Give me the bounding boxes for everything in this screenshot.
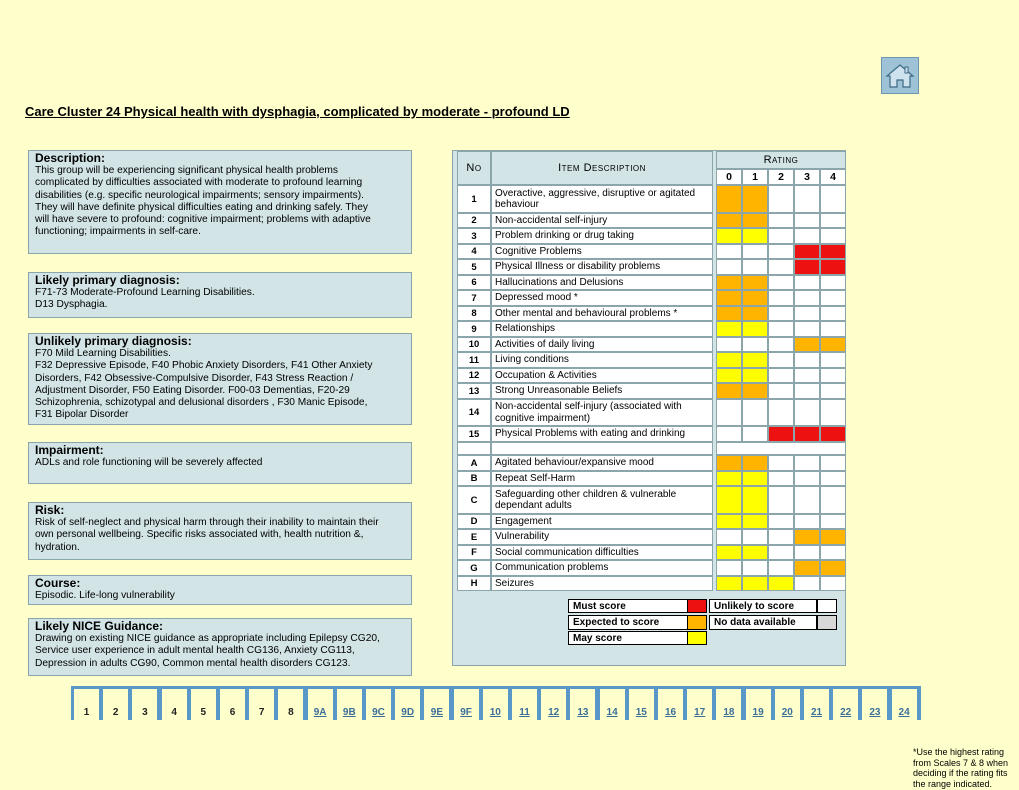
likely-nice-guidance-line: Service user experience in adult mental health CG136, Anxiety CG113, <box>35 645 355 657</box>
row-number: F <box>457 545 491 560</box>
rating-cell-unlikely <box>820 471 846 486</box>
rating-cell-unlikely <box>794 352 820 368</box>
rating-cell-unlikely <box>768 352 794 368</box>
rating-cell-unlikely <box>820 228 846 244</box>
rating-cell-expected <box>716 290 742 306</box>
rating-cell-unlikely <box>768 529 794 545</box>
rating-cell-unlikely <box>820 185 846 213</box>
rating-level-4: 4 <box>820 169 846 185</box>
row-item-description: Vulnerability <box>491 529 713 545</box>
rating-cell-unlikely <box>742 259 768 275</box>
rating-cell-unlikely <box>716 560 742 576</box>
description-line: will have severe to profound: cognitive impairment; problems with adaptive <box>35 214 371 226</box>
unlikely-primary-diagnosis-line: F70 Mild Learning Disabilities. <box>35 348 171 359</box>
rating-cell-may <box>742 228 768 244</box>
rating-cell-unlikely <box>768 306 794 321</box>
rating-cell-may <box>716 514 742 529</box>
nav-link-1[interactable]: 1 <box>74 689 99 720</box>
description-line: functioning; impairments in self-care. <box>35 226 201 238</box>
rating-cell-expected <box>742 275 768 290</box>
rating-cell-may <box>716 228 742 244</box>
nav-link-13[interactable]: 13 <box>570 689 595 720</box>
row-number: A <box>457 455 491 471</box>
rating-cell-unlikely <box>820 321 846 337</box>
rating-cell-unlikely <box>768 244 794 259</box>
nav-link-7[interactable]: 7 <box>249 689 274 720</box>
row-number: 6 <box>457 275 491 290</box>
row-item-description: Engagement <box>491 514 713 529</box>
rating-cell-unlikely <box>768 486 794 514</box>
rating-cell-unlikely <box>768 545 794 560</box>
rating-cell-may <box>742 514 768 529</box>
rating-cell-must <box>820 259 846 275</box>
nav-link-9a[interactable]: 9A <box>308 689 333 720</box>
rating-cell-unlikely <box>794 383 820 399</box>
rating-cell-expected <box>742 213 768 228</box>
nav-link-23[interactable]: 23 <box>862 689 887 720</box>
rating-cell-must <box>794 426 820 442</box>
row-number: 4 <box>457 244 491 259</box>
risk-box <box>28 502 412 560</box>
row-number: 13 <box>457 383 491 399</box>
rating-cell-unlikely <box>768 383 794 399</box>
rating-cell-unlikely <box>716 244 742 259</box>
rating-cell-unlikely <box>716 426 742 442</box>
row-item-description: Hallucinations and Delusions <box>491 275 713 290</box>
description-line: This group will be experiencing significant physical health problems <box>35 165 338 176</box>
rating-cell-may <box>742 368 768 383</box>
course-line: Episodic. Life-long vulnerability <box>35 590 175 601</box>
rating-cell-unlikely <box>768 275 794 290</box>
rating-cell-unlikely <box>794 576 820 591</box>
nav-link-11[interactable]: 11 <box>512 689 537 720</box>
rating-cell-must <box>768 426 794 442</box>
legend-swatch-expected <box>687 615 707 630</box>
rating-cell-unlikely <box>820 368 846 383</box>
legend-may: May score <box>568 631 688 645</box>
rating-cell-unlikely <box>794 471 820 486</box>
rating-cell-unlikely <box>820 545 846 560</box>
description-line: disabilities (e.g. specific neurological impairments; sensory impairments). <box>35 189 364 201</box>
unlikely-primary-diagnosis-line: F32 Depressive Episode, F40 Phobic Anxiety Disorders, F41 Other Anxiety <box>35 360 373 372</box>
rating-level-2: 2 <box>768 169 794 185</box>
row-item-description: Occupation & Activities <box>491 368 713 383</box>
rating-cell-unlikely <box>768 185 794 213</box>
row-item-description: Agitated behaviour/expansive mood <box>491 455 713 471</box>
home-icon <box>886 63 914 89</box>
rating-cell-may <box>716 576 742 591</box>
rating-cell-unlikely <box>716 529 742 545</box>
rating-cell-unlikely <box>794 275 820 290</box>
rating-cell-unlikely <box>768 259 794 275</box>
row-number: 3 <box>457 228 491 244</box>
rating-cell-expected <box>794 337 820 352</box>
row-number: 2 <box>457 213 491 228</box>
rating-level-3: 3 <box>794 169 820 185</box>
nav-link-3[interactable]: 3 <box>132 689 157 720</box>
row-item-description: Cognitive Problems <box>491 244 713 259</box>
row-item-description: Non-accidental self-injury (associated with cognitive impairment) <box>491 399 713 426</box>
row-number: 9 <box>457 321 491 337</box>
description-heading: Description: <box>35 151 106 165</box>
row-item-description: Physical Problems with eating and drinking <box>491 426 713 442</box>
likely-nice-guidance-heading: Likely NICE Guidance: <box>35 619 164 633</box>
rating-cell-expected <box>716 455 742 471</box>
nav-link-9f[interactable]: 9F <box>454 689 479 720</box>
rating-cell-unlikely <box>742 560 768 576</box>
nav-link-24[interactable]: 24 <box>892 689 917 720</box>
rating-cell-unlikely <box>820 352 846 368</box>
nav-link-21[interactable]: 21 <box>804 689 829 720</box>
row-number: E <box>457 529 491 545</box>
rating-cell-unlikely <box>742 399 768 426</box>
likely-primary-diagnosis-box <box>28 272 412 318</box>
rating-cell-expected <box>716 275 742 290</box>
nav-link-4[interactable]: 4 <box>162 689 187 720</box>
rating-cell-may <box>742 576 768 591</box>
nav-link-6[interactable]: 6 <box>220 689 245 720</box>
unlikely-primary-diagnosis-line: F31 Bipolar Disorder <box>35 409 129 421</box>
rating-cell-expected <box>794 529 820 545</box>
rating-cell-unlikely <box>768 213 794 228</box>
legend-swatch-may <box>687 631 707 645</box>
rating-cell-unlikely <box>794 514 820 529</box>
nav-link-16[interactable]: 16 <box>658 689 683 720</box>
rating-cell-unlikely <box>794 228 820 244</box>
rating-cell-may <box>768 576 794 591</box>
description-line: They will have definite physical difficulties eating and drinking safely. They <box>35 201 368 213</box>
row-item-description: Relationships <box>491 321 713 337</box>
row-number: 14 <box>457 399 491 426</box>
legend-unlikely: Unlikely to score <box>709 599 817 613</box>
nav-link-18[interactable]: 18 <box>716 689 741 720</box>
row-number: 10 <box>457 337 491 352</box>
nav-link-8[interactable]: 8 <box>278 689 303 720</box>
rating-cell-expected <box>716 185 742 213</box>
rating-cell-may <box>716 471 742 486</box>
rating-cell-unlikely <box>794 185 820 213</box>
rating-cell-expected <box>716 383 742 399</box>
nav-link-2[interactable]: 2 <box>103 689 128 720</box>
rating-cell-unlikely <box>794 545 820 560</box>
rating-cell-unlikely <box>820 306 846 321</box>
rating-cell-may <box>742 486 768 514</box>
nav-link-14[interactable]: 14 <box>600 689 625 720</box>
rating-cell-unlikely <box>820 290 846 306</box>
rating-cell-may <box>716 545 742 560</box>
footnote: *Use the highest rating from Scales 7 & 8 when deciding if the rating fits the range indicated. <box>913 747 1009 790</box>
row-number: H <box>457 576 491 591</box>
row-number: 15 <box>457 426 491 442</box>
legend-swatch-unlikely <box>817 599 837 613</box>
unlikely-primary-diagnosis-line: Adjustment Disorder, F50 Eating Disorder. F00-03 Dementias, F20-29 <box>35 384 350 396</box>
rating-cell-unlikely <box>794 306 820 321</box>
legend-nodata: No data available <box>709 615 817 630</box>
row-number: 7 <box>457 290 491 306</box>
rating-cell-expected <box>820 529 846 545</box>
col-header-no: No <box>457 151 491 185</box>
nav-link-9e[interactable]: 9E <box>424 689 449 720</box>
unlikely-primary-diagnosis-line: Disorders, F42 Obsessive-Compulsive Disorder, F43 Stress Reaction / <box>35 372 354 384</box>
rating-cell-may <box>716 321 742 337</box>
row-item-description: Depressed mood * <box>491 290 713 306</box>
row-number: 5 <box>457 259 491 275</box>
row-item-description: Communication problems <box>491 560 713 576</box>
likely-primary-diagnosis-line: F71-73 Moderate-Profound Learning Disabilities. <box>35 287 255 298</box>
rating-cell-expected <box>742 383 768 399</box>
risk-line: Risk of self-neglect and physical harm through their inability to maintain their <box>35 517 379 528</box>
rating-cell-unlikely <box>768 290 794 306</box>
description-box <box>28 150 412 254</box>
rating-cell-may <box>742 321 768 337</box>
risk-line: own personal wellbeing. Specific risks associated with, health nutrition &, <box>35 529 364 541</box>
row-item-description: Non-accidental self-injury <box>491 213 713 228</box>
nav-link-22[interactable]: 22 <box>833 689 858 720</box>
nav-link-12[interactable]: 12 <box>541 689 566 720</box>
separator-row <box>716 442 846 455</box>
row-number: C <box>457 486 491 514</box>
description-line: complicated by difficulties associated with moderate to profound learning <box>35 177 363 189</box>
rating-cell-expected <box>742 455 768 471</box>
nav-link-20[interactable]: 20 <box>775 689 800 720</box>
nav-link-15[interactable]: 15 <box>629 689 654 720</box>
row-number: 11 <box>457 352 491 368</box>
impairment-line: ADLs and role functioning will be severely affected <box>35 457 263 468</box>
course-heading: Course: <box>35 576 81 590</box>
row-item-description: Physical Illness or disability problems <box>491 259 713 275</box>
row-number: B <box>457 471 491 486</box>
rating-cell-unlikely <box>768 399 794 426</box>
row-item-description: Overactive, aggressive, disruptive or agitated behaviour <box>491 185 713 213</box>
rating-cell-expected <box>716 306 742 321</box>
rating-cell-unlikely <box>768 337 794 352</box>
rating-cell-unlikely <box>820 275 846 290</box>
impairment-heading: Impairment: <box>35 443 104 457</box>
row-number: 12 <box>457 368 491 383</box>
page-title: Care Cluster 24 Physical health with dysphagia, complicated by moderate - profound LD <box>25 104 570 119</box>
rating-cell-unlikely <box>820 576 846 591</box>
rating-cell-unlikely <box>820 514 846 529</box>
nav-link-9d[interactable]: 9D <box>395 689 420 720</box>
nav-link-5[interactable]: 5 <box>191 689 216 720</box>
nav-link-10[interactable]: 10 <box>483 689 508 720</box>
legend-swatch-nodata <box>817 615 837 630</box>
rating-cell-may <box>742 471 768 486</box>
rating-cell-expected <box>716 213 742 228</box>
unlikely-primary-diagnosis-line: Schizophrenia, schizotypal and delusional disorders , F30 Manic Episode, <box>35 397 368 409</box>
rating-cell-must <box>820 244 846 259</box>
rating-cell-unlikely <box>820 213 846 228</box>
rating-cell-unlikely <box>794 455 820 471</box>
rating-cell-unlikely <box>742 337 768 352</box>
rating-cell-unlikely <box>768 471 794 486</box>
rating-cell-unlikely <box>768 455 794 471</box>
course-box <box>28 575 412 605</box>
risk-line: hydration. <box>35 541 80 553</box>
nav-link-9c[interactable]: 9C <box>366 689 391 720</box>
rating-level-0: 0 <box>716 169 742 185</box>
rating-cell-unlikely <box>794 290 820 306</box>
row-item-description: Other mental and behavioural problems * <box>491 306 713 321</box>
rating-cell-unlikely <box>794 321 820 337</box>
rating-cell-unlikely <box>716 399 742 426</box>
row-item-description: Activities of daily living <box>491 337 713 352</box>
rating-level-1: 1 <box>742 169 768 185</box>
row-number: 8 <box>457 306 491 321</box>
likely-primary-diagnosis-heading: Likely primary diagnosis: <box>35 273 180 287</box>
rating-cell-unlikely <box>820 455 846 471</box>
likely-nice-guidance-line: Depression in adults CG90, Common mental health disorders CG123. <box>35 657 351 669</box>
row-item-description: Problem drinking or drug taking <box>491 228 713 244</box>
row-item-description: Safeguarding other children & vulnerable dependant adults <box>491 486 713 514</box>
risk-heading: Risk: <box>35 503 65 517</box>
rating-cell-must <box>794 244 820 259</box>
rating-cell-expected <box>742 185 768 213</box>
rating-cell-expected <box>742 306 768 321</box>
unlikely-primary-diagnosis-heading: Unlikely primary diagnosis: <box>35 334 192 348</box>
rating-cell-unlikely <box>794 213 820 228</box>
rating-cell-expected <box>794 560 820 576</box>
rating-cell-unlikely <box>768 514 794 529</box>
rating-cell-unlikely <box>768 228 794 244</box>
row-item-description: Repeat Self-Harm <box>491 471 713 486</box>
unlikely-primary-diagnosis-box <box>28 333 412 425</box>
rating-cell-may <box>716 368 742 383</box>
rating-cell-may <box>716 486 742 514</box>
legend-must: Must score <box>568 599 688 613</box>
rating-cell-may <box>742 545 768 560</box>
rating-cell-unlikely <box>794 486 820 514</box>
cluster-navigation <box>71 686 921 720</box>
rating-cell-unlikely <box>820 399 846 426</box>
row-item-description: Living conditions <box>491 352 713 368</box>
rating-cell-unlikely <box>820 486 846 514</box>
rating-cell-unlikely <box>768 321 794 337</box>
rating-cell-must <box>794 259 820 275</box>
likely-nice-guidance-line: Drawing on existing NICE guidance as appropriate including Epilepsy CG20, <box>35 633 380 644</box>
rating-cell-expected <box>820 560 846 576</box>
rating-cell-unlikely <box>716 337 742 352</box>
separator-row <box>457 442 491 455</box>
rating-cell-unlikely <box>794 399 820 426</box>
row-number: G <box>457 560 491 576</box>
row-item-description: Seizures <box>491 576 713 591</box>
rating-cell-must <box>820 426 846 442</box>
rating-cell-unlikely <box>794 368 820 383</box>
rating-cell-unlikely <box>716 259 742 275</box>
separator-row <box>491 442 713 455</box>
rating-cell-unlikely <box>768 368 794 383</box>
rating-cell-expected <box>742 290 768 306</box>
rating-cell-unlikely <box>742 244 768 259</box>
row-number: 1 <box>457 185 491 213</box>
rating-cell-unlikely <box>820 383 846 399</box>
legend-swatch-must <box>687 599 707 613</box>
row-item-description: Strong Unreasonable Beliefs <box>491 383 713 399</box>
nav-link-9b[interactable]: 9B <box>337 689 362 720</box>
likely-nice-guidance-box <box>28 618 412 676</box>
rating-cell-unlikely <box>742 529 768 545</box>
rating-cell-unlikely <box>768 560 794 576</box>
home-button[interactable] <box>881 57 919 94</box>
row-item-description: Social communication difficulties <box>491 545 713 560</box>
nav-link-17[interactable]: 17 <box>687 689 712 720</box>
rating-cell-may <box>742 352 768 368</box>
rating-cell-may <box>716 352 742 368</box>
rating-cell-expected <box>820 337 846 352</box>
rating-cell-unlikely <box>742 426 768 442</box>
likely-primary-diagnosis-line: D13 Dysphagia. <box>35 299 108 311</box>
impairment-box <box>28 442 412 484</box>
row-number: D <box>457 514 491 529</box>
nav-link-19[interactable]: 19 <box>746 689 771 720</box>
legend-expected: Expected to score <box>568 615 688 630</box>
col-header-item-description: Item Description <box>491 151 713 185</box>
col-header-rating: Rating <box>716 151 846 169</box>
